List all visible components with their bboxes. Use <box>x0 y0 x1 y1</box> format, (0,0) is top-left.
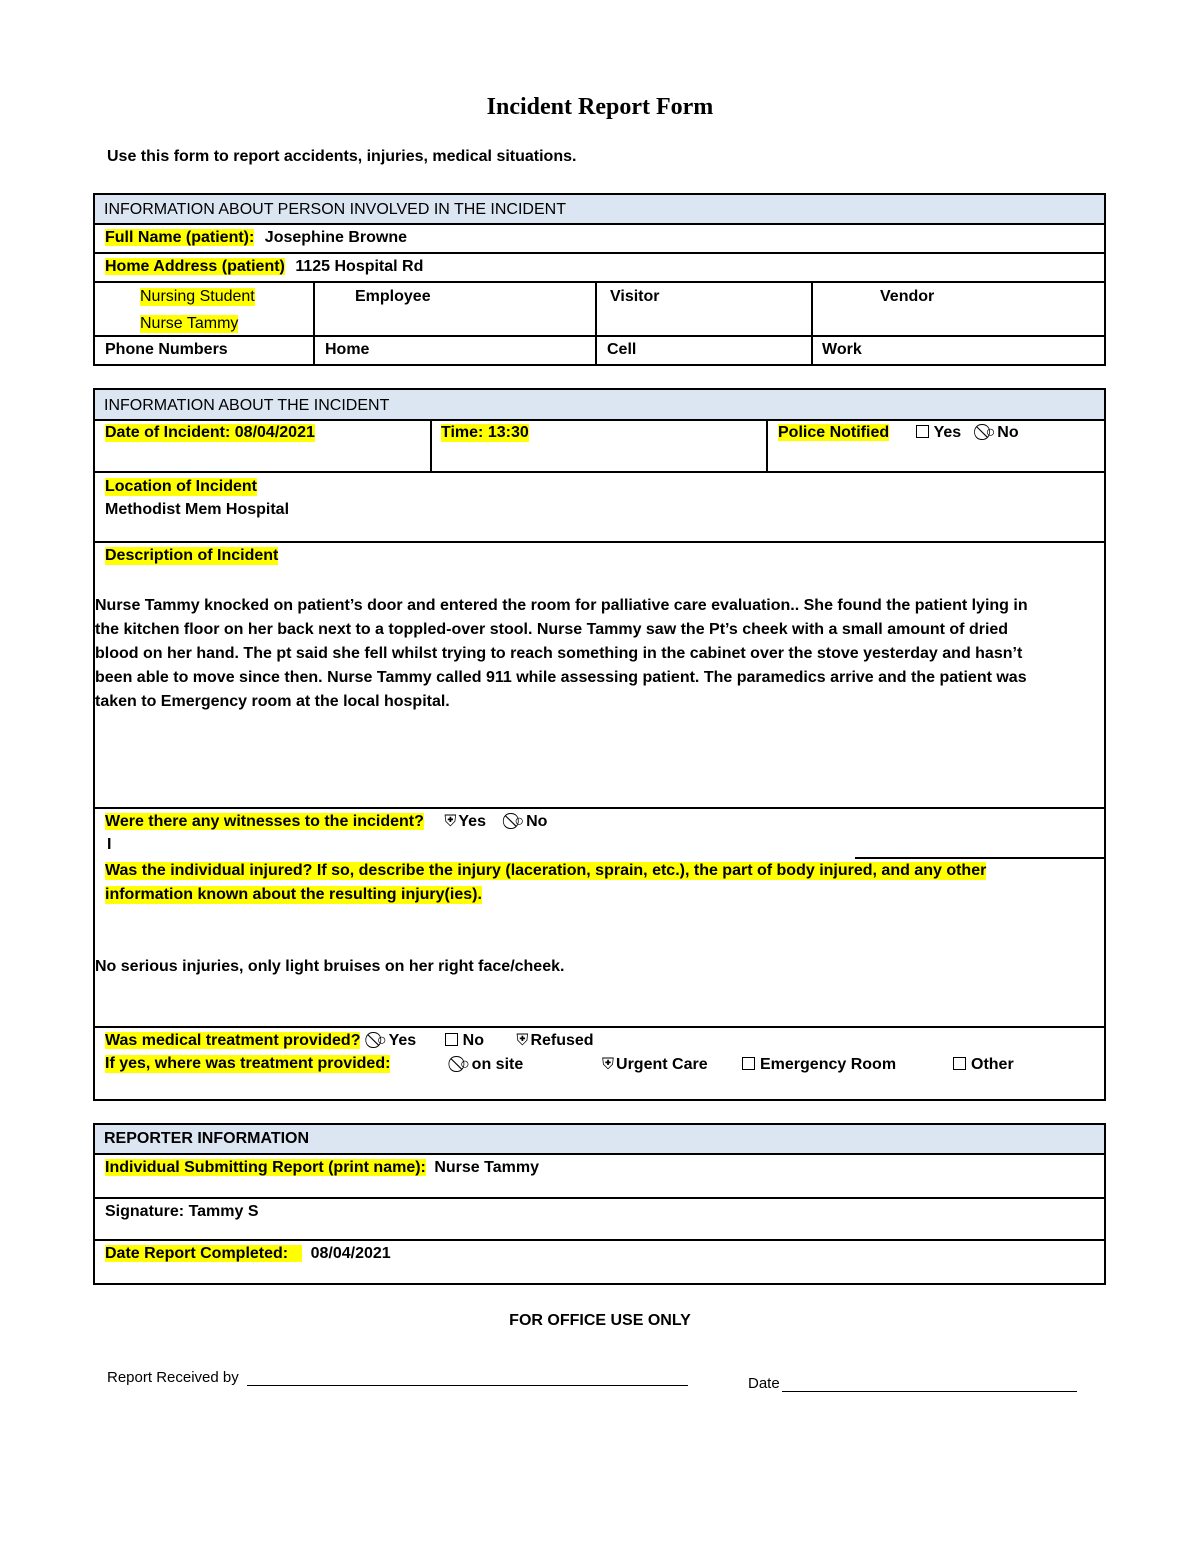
location-label: Location of Incident <box>105 478 257 495</box>
description-line: Nurse Tammy knocked on patient’s door and entered the room for palliative care evaluation.. She found the patient lying in <box>95 597 1028 614</box>
incident-section-header: INFORMATION ABOUT THE INCIDENT <box>95 390 1104 419</box>
description-label: Description of Incident <box>105 547 279 564</box>
treatment-question: Was medical treatment provided? <box>105 1032 361 1049</box>
page-title: Incident Report Form <box>486 94 714 120</box>
witness-stray-mark: I <box>107 836 112 853</box>
full-name-value[interactable]: Josephine Browne <box>264 229 408 246</box>
phone-numbers-label: Phone Numbers <box>105 341 228 358</box>
police-yes-option[interactable]: Yes <box>916 424 966 441</box>
empty-checkbox-icon[interactable] <box>445 1033 458 1046</box>
submitter-label: Individual Submitting Report (print name): <box>105 1159 426 1176</box>
treatment-yes-option[interactable]: ⃠○ Yes <box>376 1032 417 1049</box>
date-completed-label: Date Report Completed: <box>105 1245 289 1262</box>
treatment-emergency-room-option[interactable]: Emergency Room <box>742 1056 896 1074</box>
treatment-no-option[interactable]: No <box>445 1032 489 1049</box>
role-employee: Employee <box>355 288 431 305</box>
role-visitor: Visitor <box>610 288 660 305</box>
phone-work-label: Work <box>822 341 862 358</box>
phone-home-label: Home <box>325 341 370 358</box>
report-received-label: Report Received by <box>107 1369 239 1386</box>
empty-checkbox-icon[interactable] <box>742 1057 755 1070</box>
submitter-name[interactable]: Nurse Tammy <box>434 1159 539 1176</box>
witness-yes-option[interactable]: ⛨ Yes <box>444 813 486 830</box>
injury-answer[interactable]: No serious injuries, only light bruises on her right face/cheek. <box>95 958 565 975</box>
treatment-other-option[interactable]: Other <box>953 1056 1014 1074</box>
incident-section <box>93 388 1106 1101</box>
signature-field[interactable]: Signature: Tammy S <box>105 1203 259 1220</box>
injury-question-line-2: information known about the resulting injury(ies). <box>105 886 482 903</box>
prohibited-circle-icon[interactable]: ⃠○ <box>376 1032 387 1049</box>
injury-question-line-1: Was the individual injured? If so, describe the injury (laceration, sprain, etc.), the part of body injured, and any other <box>105 862 987 879</box>
description-line: blood on her hand. The pt said she fell whilst trying to reach something in the cabinet over the stove yesterday and hasn’t <box>95 645 1023 662</box>
empty-checkbox-icon[interactable] <box>916 425 929 438</box>
treatment-refused-option[interactable]: ⛨ Refused <box>516 1032 594 1049</box>
office-date-line[interactable] <box>782 1391 1077 1392</box>
home-address-value[interactable]: 1125 Hospital Rd <box>295 258 424 275</box>
phone-cell-label: Cell <box>607 341 637 358</box>
person-section <box>93 193 1106 366</box>
witness-no-option[interactable]: ⃠○ No <box>514 813 548 830</box>
prohibited-circle-icon[interactable]: ⃠○ <box>985 424 996 441</box>
date-completed-value[interactable]: 08/04/2021 <box>310 1245 391 1262</box>
prohibited-circle-icon[interactable]: ⃠○ <box>460 1056 470 1073</box>
witness-question: Were there any witnesses to the incident? <box>105 813 424 830</box>
description-text[interactable] <box>95 594 1095 714</box>
empty-checkbox-icon[interactable] <box>953 1057 966 1070</box>
report-received-line[interactable] <box>247 1385 688 1386</box>
person-section-header: INFORMATION ABOUT PERSON INVOLVED IN THE INCIDENT <box>95 195 1104 223</box>
time-of-incident: Time: 13:30 <box>441 424 529 441</box>
shield-check-icon[interactable]: ⛨ <box>444 813 457 830</box>
shield-check-icon[interactable]: ⛨ <box>602 1056 615 1073</box>
home-address-label: Home Address (patient) <box>105 258 285 275</box>
role-nursing-student: Nursing Student <box>140 288 255 305</box>
treatment-urgent-care-option[interactable]: ⛨ Urgent Care <box>602 1056 708 1073</box>
reporter-section-header: REPORTER INFORMATION <box>95 1125 1104 1153</box>
description-line: taken to Emergency room at the local hospital. <box>95 693 450 710</box>
role-vendor: Vendor <box>880 288 935 305</box>
date-of-incident: Date of Incident: 08/04/2021 <box>105 424 315 441</box>
reporter-section <box>93 1123 1106 1285</box>
page-subtitle: Use this form to report accidents, injuries, medical situations. <box>107 148 577 165</box>
prohibited-circle-icon[interactable]: ⃠○ <box>514 813 525 830</box>
shield-check-icon[interactable]: ⛨ <box>516 1032 529 1049</box>
location-value[interactable]: Methodist Mem Hospital <box>105 501 290 518</box>
full-name-label: Full Name (patient): <box>105 229 255 246</box>
office-use-heading: FOR OFFICE USE ONLY <box>509 1312 691 1329</box>
role-nurse-name: Nurse Tammy <box>140 315 239 332</box>
description-line: been able to move since then. Nurse Tammy called 911 while assessing patient. The paramedics arrive and the patient was <box>95 669 1027 686</box>
police-notified-label: Police Notified <box>778 424 890 441</box>
description-line: the kitchen floor on her back next to a toppled-over stool. Nurse Tammy saw the Pt’s cheek with a small amount of dried <box>95 621 1009 638</box>
treatment-onsite-option[interactable]: ⃠○ on site <box>460 1056 524 1073</box>
treatment-location-question: If yes, where was treatment provided: <box>105 1055 391 1072</box>
office-date-label: Date <box>748 1375 780 1392</box>
police-no-option[interactable]: ⃠○ No <box>985 424 1019 441</box>
